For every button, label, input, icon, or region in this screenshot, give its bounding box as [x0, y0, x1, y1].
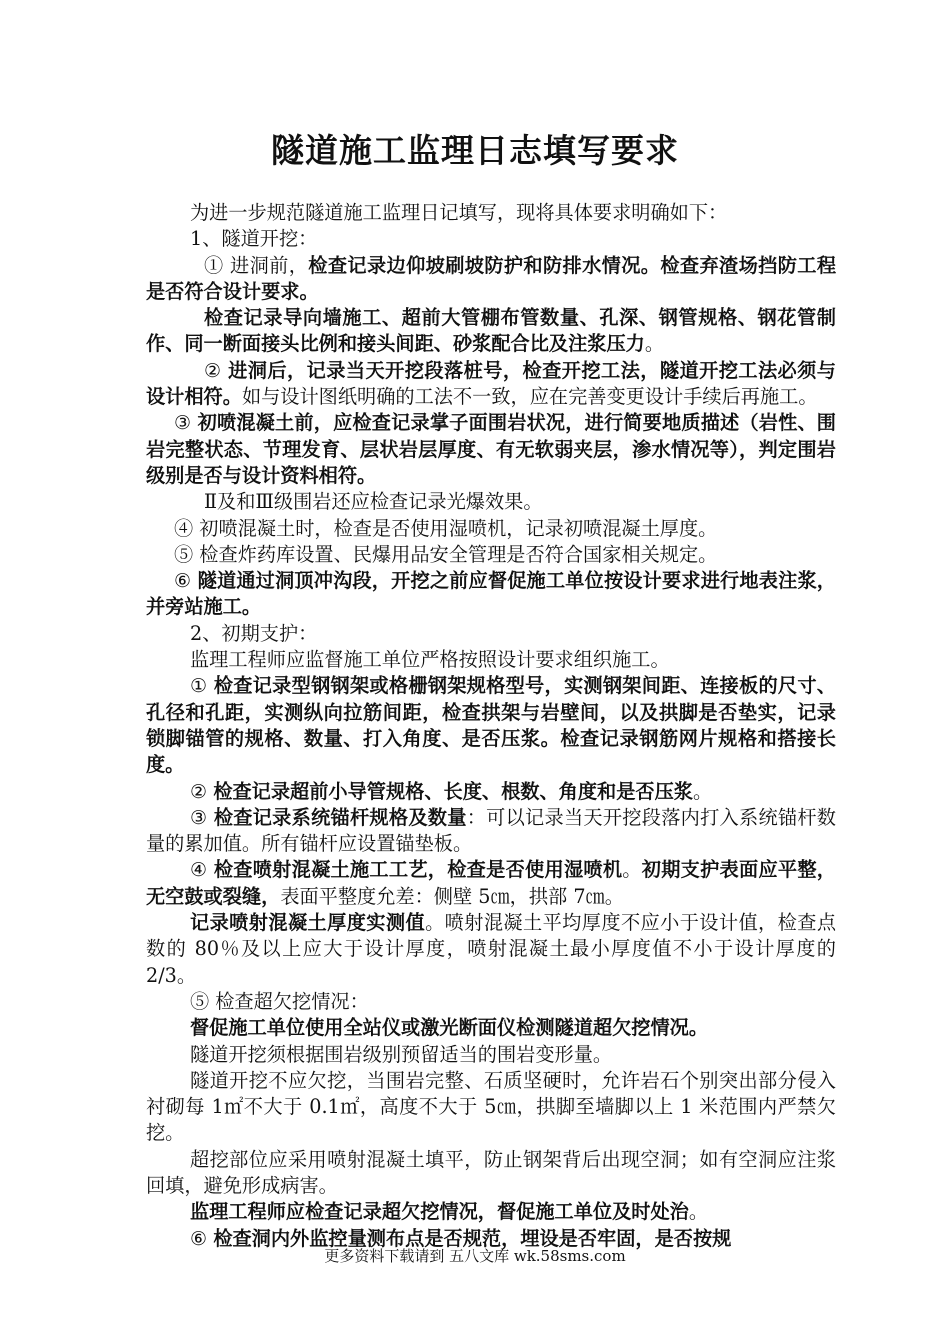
text-segment: 如与设计图纸明确的工法不一致，应在完善变更设计手续后再施工。 — [241, 385, 818, 409]
body-paragraph — [146, 305, 836, 358]
body-paragraph — [146, 542, 836, 568]
body-paragraph — [146, 568, 836, 621]
body-paragraph — [146, 1147, 836, 1200]
body-paragraph — [146, 226, 836, 252]
body-paragraph — [146, 1068, 836, 1147]
text-segment: 。 — [693, 779, 713, 803]
bold-text-segment: 检查洞内外监控量测布点是否规范，埋设是否牢固，是否按规 — [213, 1226, 732, 1250]
text-segment: ④ — [190, 858, 214, 882]
text-segment: 隧道开挖须根据围岩级别预留适当的围岩变形量。 — [190, 1042, 613, 1066]
text-segment: 。 — [688, 1200, 709, 1224]
body-paragraph — [146, 1042, 836, 1068]
text-segment: 2、初期支护： — [190, 621, 318, 645]
body-paragraph — [146, 779, 836, 805]
body-paragraph — [146, 989, 836, 1015]
bold-text-segment: 进洞后，记录当天开挖段落桩号，检查开挖工法，隧道开挖工法必须与设计相符。 — [146, 358, 836, 409]
text-segment: Ⅱ及和Ⅲ级围岩还应检查记录光爆效果。 — [204, 490, 543, 514]
body-paragraph — [146, 516, 836, 542]
text-segment: ⑤ 检查超欠挖情况： — [190, 989, 369, 1013]
body-paragraph — [146, 1015, 836, 1041]
page-footer: 更多资料下载请到 五八文库 wk.58sms.com — [324, 1247, 626, 1265]
text-segment: ③ — [190, 805, 214, 829]
body-paragraph — [146, 647, 836, 673]
text-segment: 为进一步规范隧道施工监理日记填写，现将具体要求明确如下： — [190, 201, 728, 224]
bold-text-segment: 记录喷射混凝土厚度实测值 — [190, 911, 426, 935]
text-segment: ⑤ 检查炸药库设置、民爆用品安全管理是否符合国家相关规定。 — [174, 542, 718, 566]
text-segment: ④ 初喷混凝土时，检查是否使用湿喷机，记录初喷混凝土厚度。 — [174, 516, 718, 540]
bold-text-segment: 检查记录导向墙施工、超前大管棚布管数量、孔深、钢管规格、钢花管制作、同一断面接头比例和接头间距、砂浆配合比及注浆压力 — [146, 306, 836, 356]
text-segment: ② — [204, 358, 229, 382]
body-paragraph — [146, 410, 836, 489]
text-segment: ② — [190, 779, 214, 803]
bold-text-segment: 初期支护表面应平整，无空鼓或裂缝， — [146, 858, 836, 908]
text-segment: ⑥ — [190, 1226, 214, 1250]
text-segment: 隧道开挖不应欠挖，当围岩完整、石质坚硬时，允许岩石个别突出部分侵入衬砌每 1㎡不大于 0.1㎡，高度不大于 5㎝，拱脚至墙脚以上 1 米范围内严禁欠挖。 — [146, 1068, 836, 1145]
body-paragraph — [146, 673, 836, 778]
document-title: 隧道施工监理日志填写要求 — [271, 131, 679, 170]
body-paragraph — [146, 489, 836, 515]
bold-text-segment: 检查喷射混凝土施工工艺，检查是否使用湿喷机 — [213, 858, 623, 882]
text-segment: 表面平整度允差：侧壁 5㎝，拱部 7㎝。 — [280, 884, 624, 908]
text-segment: 。 — [622, 858, 642, 882]
text-segment: 。 — [644, 332, 665, 356]
text-segment: 1、隧道开挖： — [190, 227, 318, 251]
bold-text-segment: 检查记录超前小导管规格、长度、根数、角度和是否压浆 — [213, 779, 693, 803]
text-segment: ① — [190, 674, 214, 698]
bold-text-segment: 检查记录边仰坡刷坡防护和防排水情况。检查弃渣场挡防工程是否符合设计要求。 — [146, 253, 837, 303]
body-paragraph — [146, 621, 836, 647]
text-segment: ：可以记录当天开挖段落内打入系统锚杆数量的累加值。所有锚杆应设置锚垫板。 — [146, 805, 836, 856]
body-paragraph — [146, 253, 836, 306]
text-segment: 超挖部位应采用喷射混凝土填平，防止钢架背后出现空洞；如有空洞应注浆回填，避免形成病害。 — [146, 1147, 836, 1197]
text-segment: ⑥ — [174, 569, 198, 593]
body-paragraph — [146, 857, 836, 910]
body-paragraph — [146, 200, 836, 226]
bold-text-segment: 隧道通过洞顶冲沟段，开挖之前应督促施工单位按设计要求进行地表注浆，并旁站施工。 — [146, 569, 836, 619]
text-segment: 。喷射混凝土平均厚度不应小于设计值，检查点数的 80％及以上应大于设计厚度，喷射混凝土最小厚度值不小于设计厚度的 2/3。 — [146, 911, 837, 987]
document-body — [146, 200, 836, 1252]
bold-text-segment: 初喷混凝土前，应检查记录掌子面围岩状况，进行简要地质描述（岩性、围岩完整状态、节理发育、层状岩层厚度、有无软弱夹层，渗水情况等），判定围岩级别是否与设计资料相符。 — [146, 411, 836, 487]
body-paragraph — [146, 1199, 836, 1225]
bold-text-segment: 检查记录系统锚杆规格及数量 — [213, 805, 467, 829]
bold-text-segment: 督促施工单位使用全站仪或激光断面仪检测隧道超欠挖情况。 — [190, 1016, 709, 1040]
bold-text-segment: 监理工程师应检查记录超欠挖情况，督促施工单位及时处治 — [190, 1200, 689, 1224]
body-paragraph — [146, 805, 836, 858]
body-paragraph — [146, 910, 836, 989]
text-segment: ① 进洞前， — [204, 253, 309, 277]
text-segment: 监理工程师应监督施工单位严格按照设计要求组织施工。 — [190, 648, 670, 672]
text-segment: ③ — [174, 411, 198, 435]
body-paragraph — [146, 358, 836, 411]
bold-text-segment: 检查记录型钢钢架或格栅钢架规格型号，实测钢架间距、连接板的尺寸、孔径和孔距，实测纵向拉筋间距，检查拱架与岩壁间，以及拱脚是否垫实，记录锁脚锚管的规格、数量、打入角度、是否压浆。检查记录钢筋网片规格和搭接长度。 — [146, 674, 836, 777]
